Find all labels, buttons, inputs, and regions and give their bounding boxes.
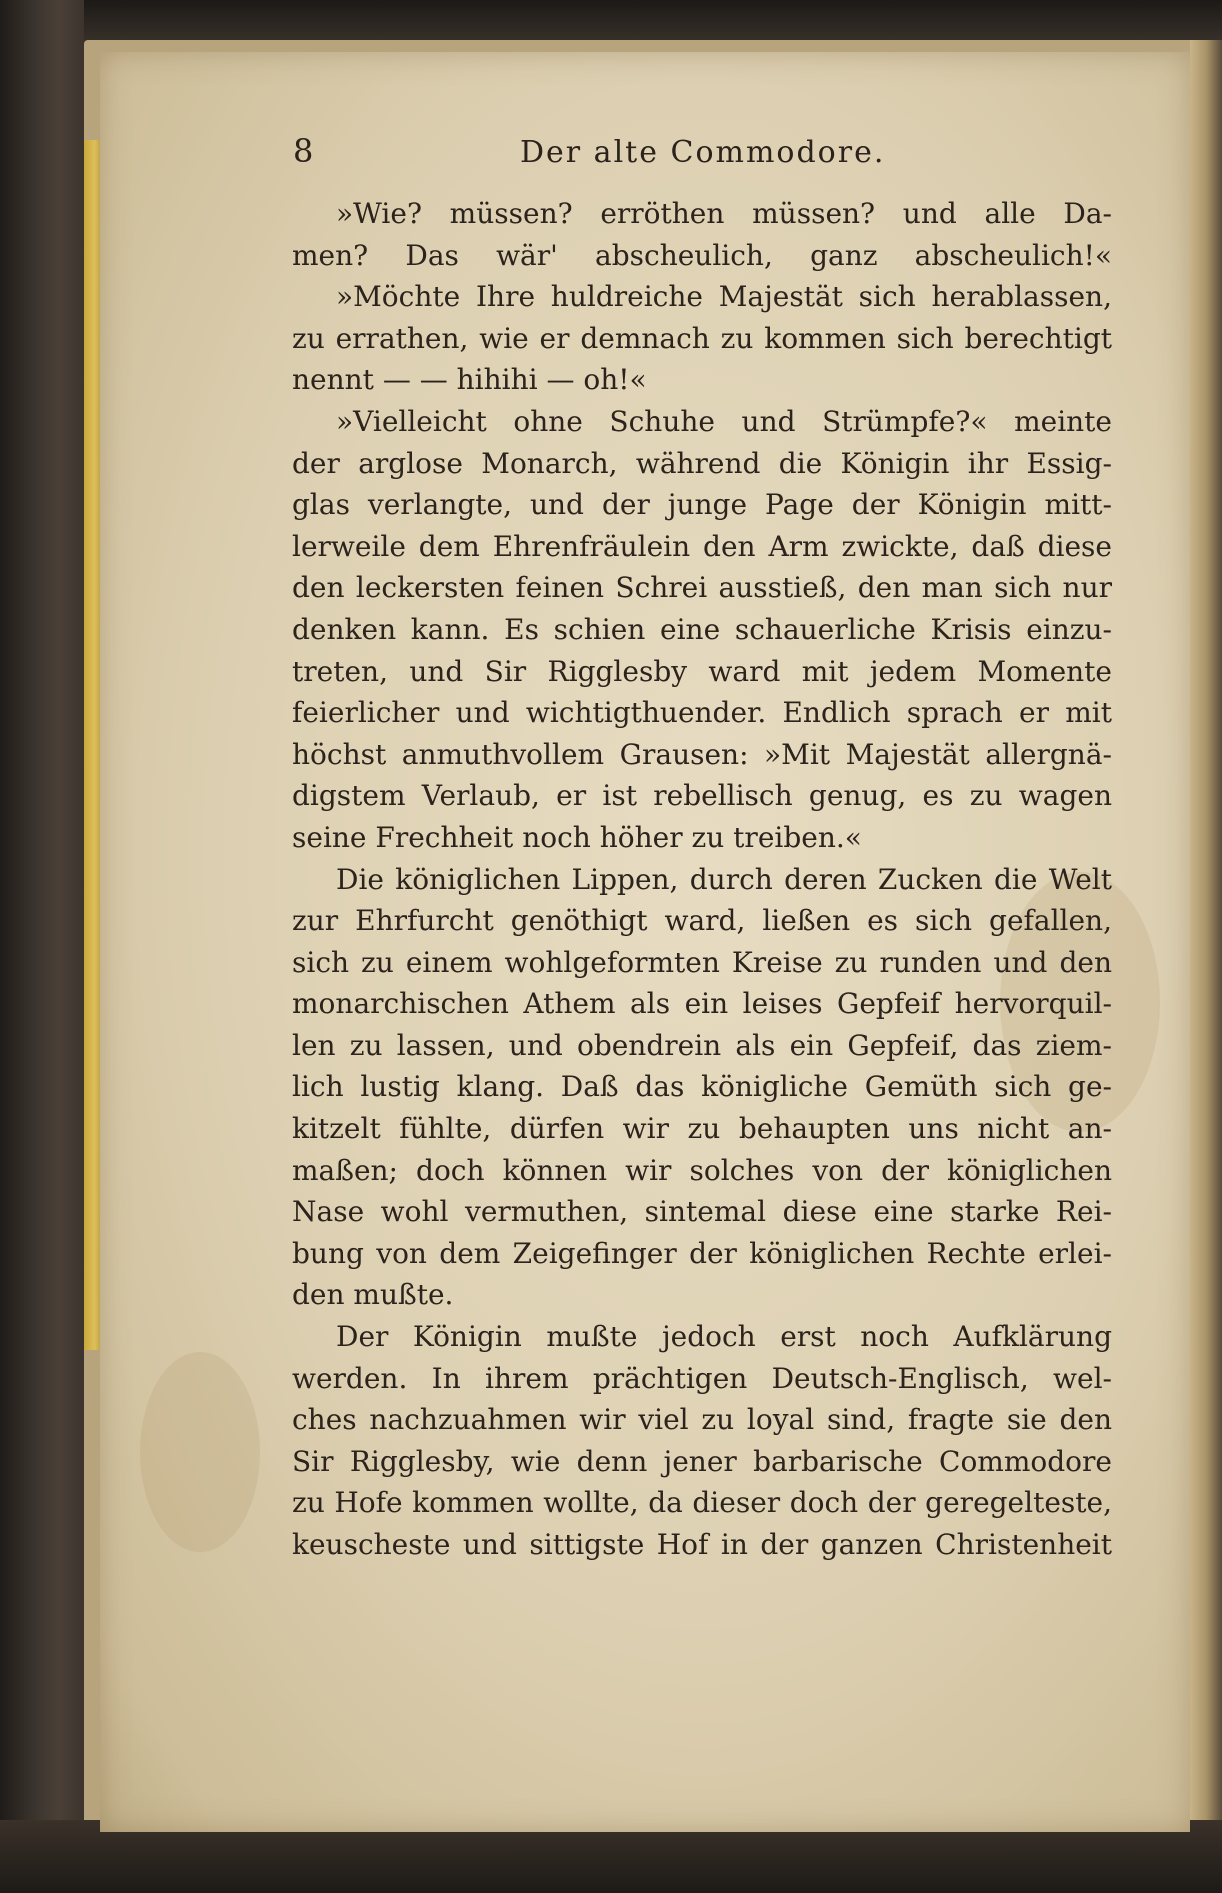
- text-line: treten, und Sir Rigglesby ward mit jedem Momente: [292, 654, 1112, 688]
- book-cover-spine: [0, 0, 84, 1893]
- text-line: keuscheste und sittigste Hof in der ganzen Christenheit: [292, 1528, 1112, 1561]
- text-line: maßen; doch können wir solches von der königlichen: [292, 1153, 1112, 1187]
- text-line: werden. In ihrem prächtigen Deutsch-Englisch, wel-: [292, 1361, 1112, 1395]
- text-line: sich zu einem wohlgeformten Kreise zu runden und den: [292, 945, 1112, 979]
- text-line: glas verlangte, und der junge Page der Königin mitt-: [292, 488, 1112, 522]
- text-line: digstem Verlaub, er ist rebellisch genug, es zu wagen: [292, 779, 1112, 813]
- text-line: ches nachzuahmen wir viel zu loyal sind, fragte sie den: [292, 1403, 1112, 1437]
- text-line: Die königlichen Lippen, durch deren Zucken die Welt: [336, 862, 1112, 896]
- running-title: Der alte Commodore.: [520, 135, 886, 170]
- text-line: den leckersten feinen Schrei ausstieß, den man sich nur: [292, 571, 1112, 605]
- text-line: bung von dem Zeigefinger der königlichen Rechte erlei-: [292, 1236, 1112, 1270]
- text-line: den mußte.: [292, 1278, 454, 1312]
- text-line: denken kann. Es schien eine schauerliche Krisis einzu-: [292, 612, 1112, 646]
- text-line: seine Frechheit noch höher zu treiben.«: [292, 820, 862, 854]
- text-line: Nase wohl vermuthen, sintemal diese eine starke Rei-: [292, 1195, 1112, 1229]
- text-line: len zu lassen, und obendrein als ein Gepfeif, das ziem-: [292, 1028, 1112, 1062]
- text-line: nennt — — hihihi — oh!«: [292, 363, 647, 397]
- text-line: lerweile dem Ehrenfräulein den Arm zwickte, daß diese: [292, 529, 1112, 563]
- text-line: Sir Rigglesby, wie denn jener barbarische Commodore: [292, 1444, 1112, 1478]
- text-line: kitzelt fühlte, dürfen wir zu behaupten uns nicht an-: [292, 1112, 1112, 1146]
- text-line: »Möchte Ihre huldreiche Majestät sich herablassen,: [336, 280, 1112, 314]
- text-line: monarchischen Athem als ein leises Gepfeif hervorquil-: [292, 987, 1112, 1021]
- body-text: [292, 193, 1112, 1566]
- paper-stain: [140, 1352, 260, 1552]
- page-number: 8: [293, 132, 314, 170]
- text-line: »Vielleicht ohne Schuhe und Strümpfe?« meinte: [336, 404, 1112, 438]
- text-line: Der Königin mußte jedoch erst noch Aufklärung: [336, 1320, 1112, 1354]
- text-line: zu Hofe kommen wollte, da dieser doch der geregelteste,: [292, 1486, 1112, 1520]
- text-line: zur Ehrfurcht genöthigt ward, ließen es sich gefallen,: [292, 904, 1112, 938]
- text-line: men? Das wär' abscheulich, ganz abscheulich!«: [292, 238, 1112, 272]
- text-line: »Wie? müssen? erröthen müssen? und alle Da-: [336, 197, 1112, 230]
- book-fore-edge: [1190, 40, 1222, 1840]
- text-line: höchst anmuthvollem Grausen: »Mit Majestät allergnä-: [292, 737, 1112, 771]
- text-line: der arglose Monarch, während die Königin ihr Essig-: [292, 446, 1112, 480]
- text-line: feierlicher und wichtigthuender. Endlich sprach er mit: [292, 696, 1112, 730]
- text-line: zu errathen, wie er demnach zu kommen sich berechtigt: [292, 321, 1112, 355]
- text-line: lich lustig klang. Daß das königliche Gemüth sich ge-: [292, 1070, 1112, 1104]
